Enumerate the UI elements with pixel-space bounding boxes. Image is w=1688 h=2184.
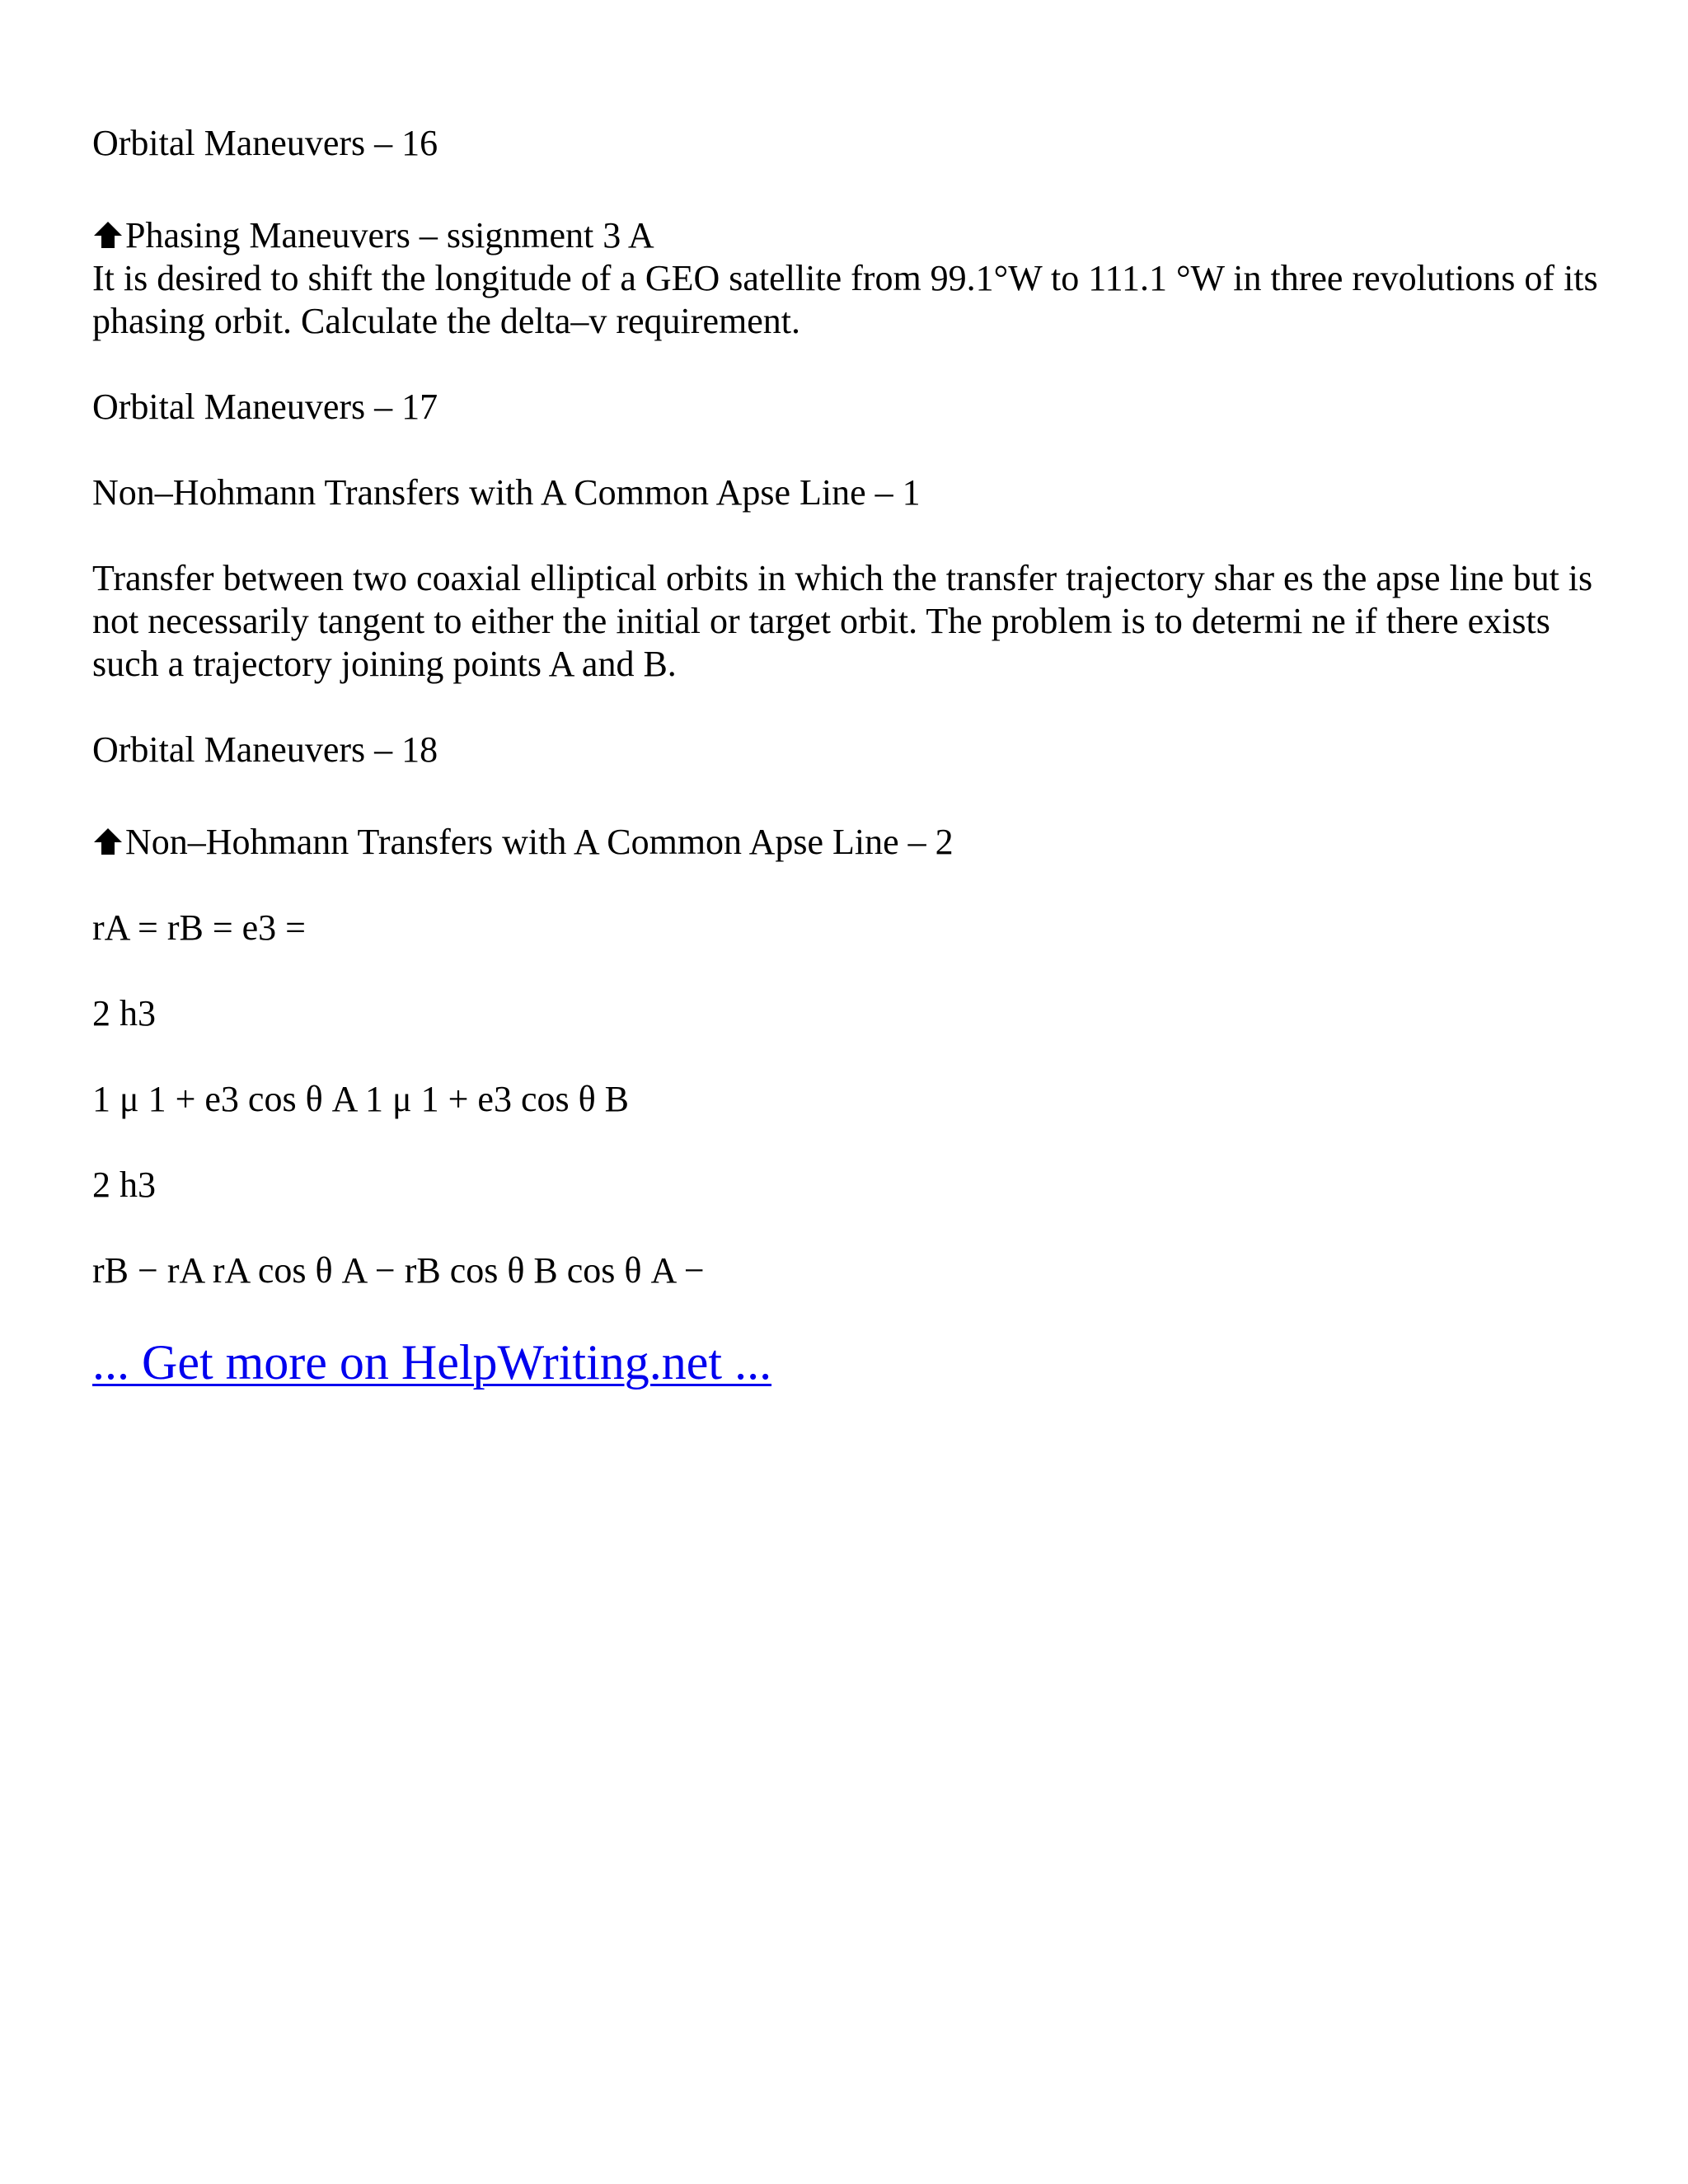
subheading-text: Non–Hohmann Transfers with A Common Apse Line – 2	[125, 822, 954, 862]
transfer-body-paragraph: Transfer between two coaxial elliptical orbits in which the transfer trajectory shar es the apse line but is not necessarily tangent to either the initial or target orbit. The problem is to determi ne if there exists such a trajectory joining points A and B.	[92, 558, 1593, 684]
section-subheading-phasing	[92, 214, 654, 257]
section-subheading-apse-line-2	[92, 821, 954, 864]
equation-line: rB − rA rA cos θ A − rB cos θ B cos θ A −	[92, 1250, 705, 1291]
phasing-body-paragraph: It is desired to shift the longitude of a GEO satellite from 99.1°W to 111.1 °W in three revolutions of its phasing orbit. Calculate the delta–v requirement.	[92, 258, 1598, 341]
equation-line: 2 h3	[92, 993, 156, 1033]
section-heading-18: Orbital Maneuvers – 18	[92, 729, 438, 770]
equation-line: 2 h3	[92, 1165, 156, 1205]
equation-line: rA = rB = e3 =	[92, 907, 306, 948]
get-more-link[interactable]: ... Get more on HelpWriting.net ...	[92, 1335, 772, 1390]
subheading-text: Phasing Maneuvers – ssignment 3 A	[125, 215, 654, 255]
section-subheading-apse-line-1: Non–Hohmann Transfers with A Common Apse Line – 1	[92, 472, 921, 513]
up-arrow-icon	[92, 220, 124, 250]
section-heading-16: Orbital Maneuvers – 16	[92, 123, 438, 163]
equation-line: 1 μ 1 + e3 cos θ A 1 μ 1 + e3 cos θ B	[92, 1079, 630, 1119]
section-heading-17: Orbital Maneuvers – 17	[92, 387, 438, 427]
up-arrow-icon	[92, 827, 124, 856]
